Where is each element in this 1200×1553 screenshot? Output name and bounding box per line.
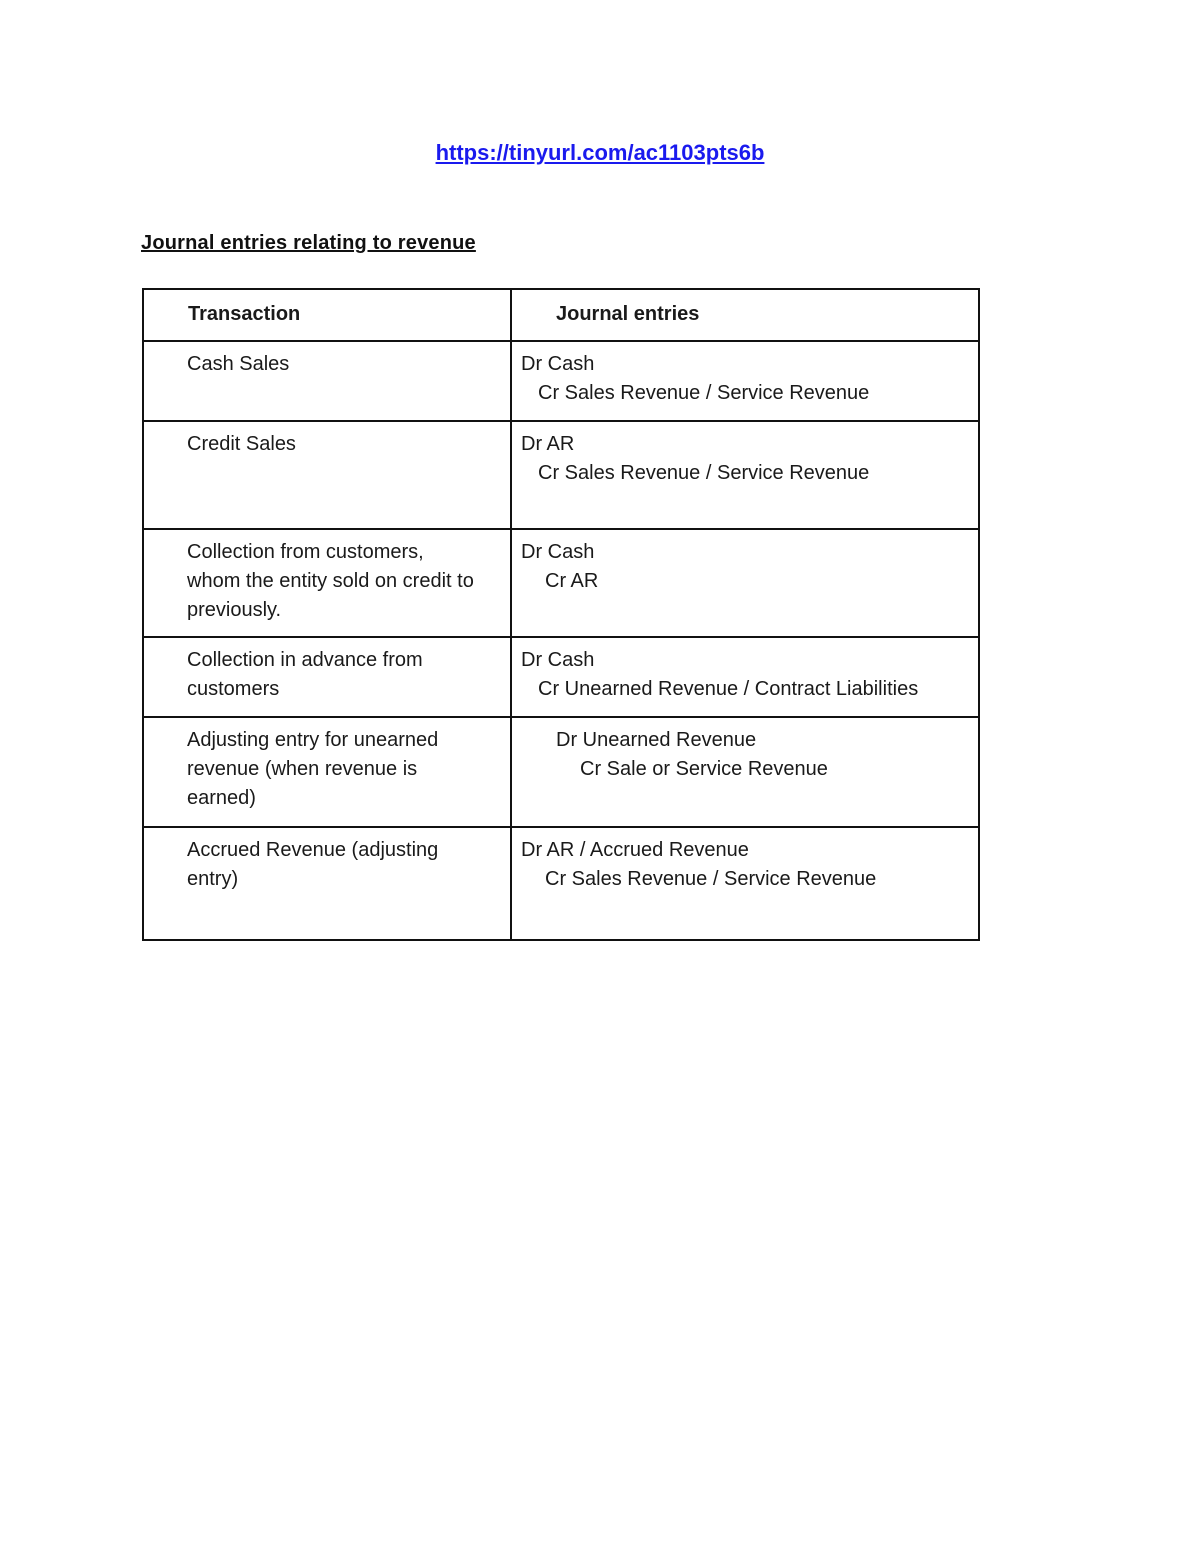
transaction-text-line: revenue (when revenue is — [187, 758, 418, 780]
transaction-text-line: entry) — [187, 868, 239, 890]
transaction-text-line: whom the entity sold on credit to — [187, 570, 474, 592]
credit-line: Cr Unearned Revenue / Contract Liabilities — [538, 678, 919, 700]
transaction-text-line: customers — [187, 678, 280, 700]
transaction-text: Credit Sales — [187, 433, 296, 455]
credit-line: Cr Sales Revenue / Service Revenue — [538, 382, 870, 404]
table-row — [143, 717, 979, 827]
transaction-cell — [143, 637, 511, 717]
table-row — [143, 827, 979, 940]
transaction-text-line: previously. — [187, 599, 282, 621]
debit-line: Dr Cash — [521, 541, 595, 563]
transaction-text-line: Adjusting entry for unearned — [187, 729, 439, 751]
credit-line: Cr AR — [545, 570, 599, 592]
section-heading: Journal entries relating to revenue — [141, 232, 476, 254]
table-row — [143, 637, 979, 717]
journal-entries-table — [142, 288, 980, 941]
credit-line: Cr Sales Revenue / Service Revenue — [538, 462, 870, 484]
table-header-row — [143, 289, 979, 341]
reference-link[interactable]: https://tinyurl.com/ac1103pts6b — [435, 140, 765, 165]
credit-line: Cr Sale or Service Revenue — [580, 758, 828, 780]
credit-line: Cr Sales Revenue / Service Revenue — [545, 868, 877, 890]
transaction-text-line: Collection in advance from — [187, 649, 423, 671]
journal-entry-cell — [511, 529, 979, 637]
debit-line: Dr AR / Accrued Revenue — [521, 839, 749, 861]
transaction-cell — [143, 827, 511, 940]
transaction-cell — [143, 421, 511, 529]
table-row — [143, 421, 979, 529]
transaction-text-line: earned) — [187, 787, 256, 809]
journal-entry-cell — [511, 421, 979, 529]
debit-line: Dr Cash — [521, 649, 595, 671]
header-transaction: Transaction — [143, 289, 511, 341]
transaction-text-line: Collection from customers, — [187, 541, 424, 563]
transaction-cell — [143, 341, 511, 421]
journal-entry-cell — [511, 637, 979, 717]
header-journal-entries: Journal entries — [511, 289, 979, 341]
transaction-cell — [143, 529, 511, 637]
transaction-cell — [143, 717, 511, 827]
journal-entry-cell — [511, 827, 979, 940]
debit-line: Dr Unearned Revenue — [556, 729, 757, 751]
debit-line: Dr AR — [521, 433, 575, 455]
journal-entry-cell — [511, 341, 979, 421]
table-row — [143, 529, 979, 637]
debit-line: Dr Cash — [521, 353, 595, 375]
transaction-text-line: Accrued Revenue (adjusting — [187, 839, 439, 861]
table-row — [143, 341, 979, 421]
transaction-text: Cash Sales — [187, 353, 290, 375]
journal-entry-cell — [511, 717, 979, 827]
